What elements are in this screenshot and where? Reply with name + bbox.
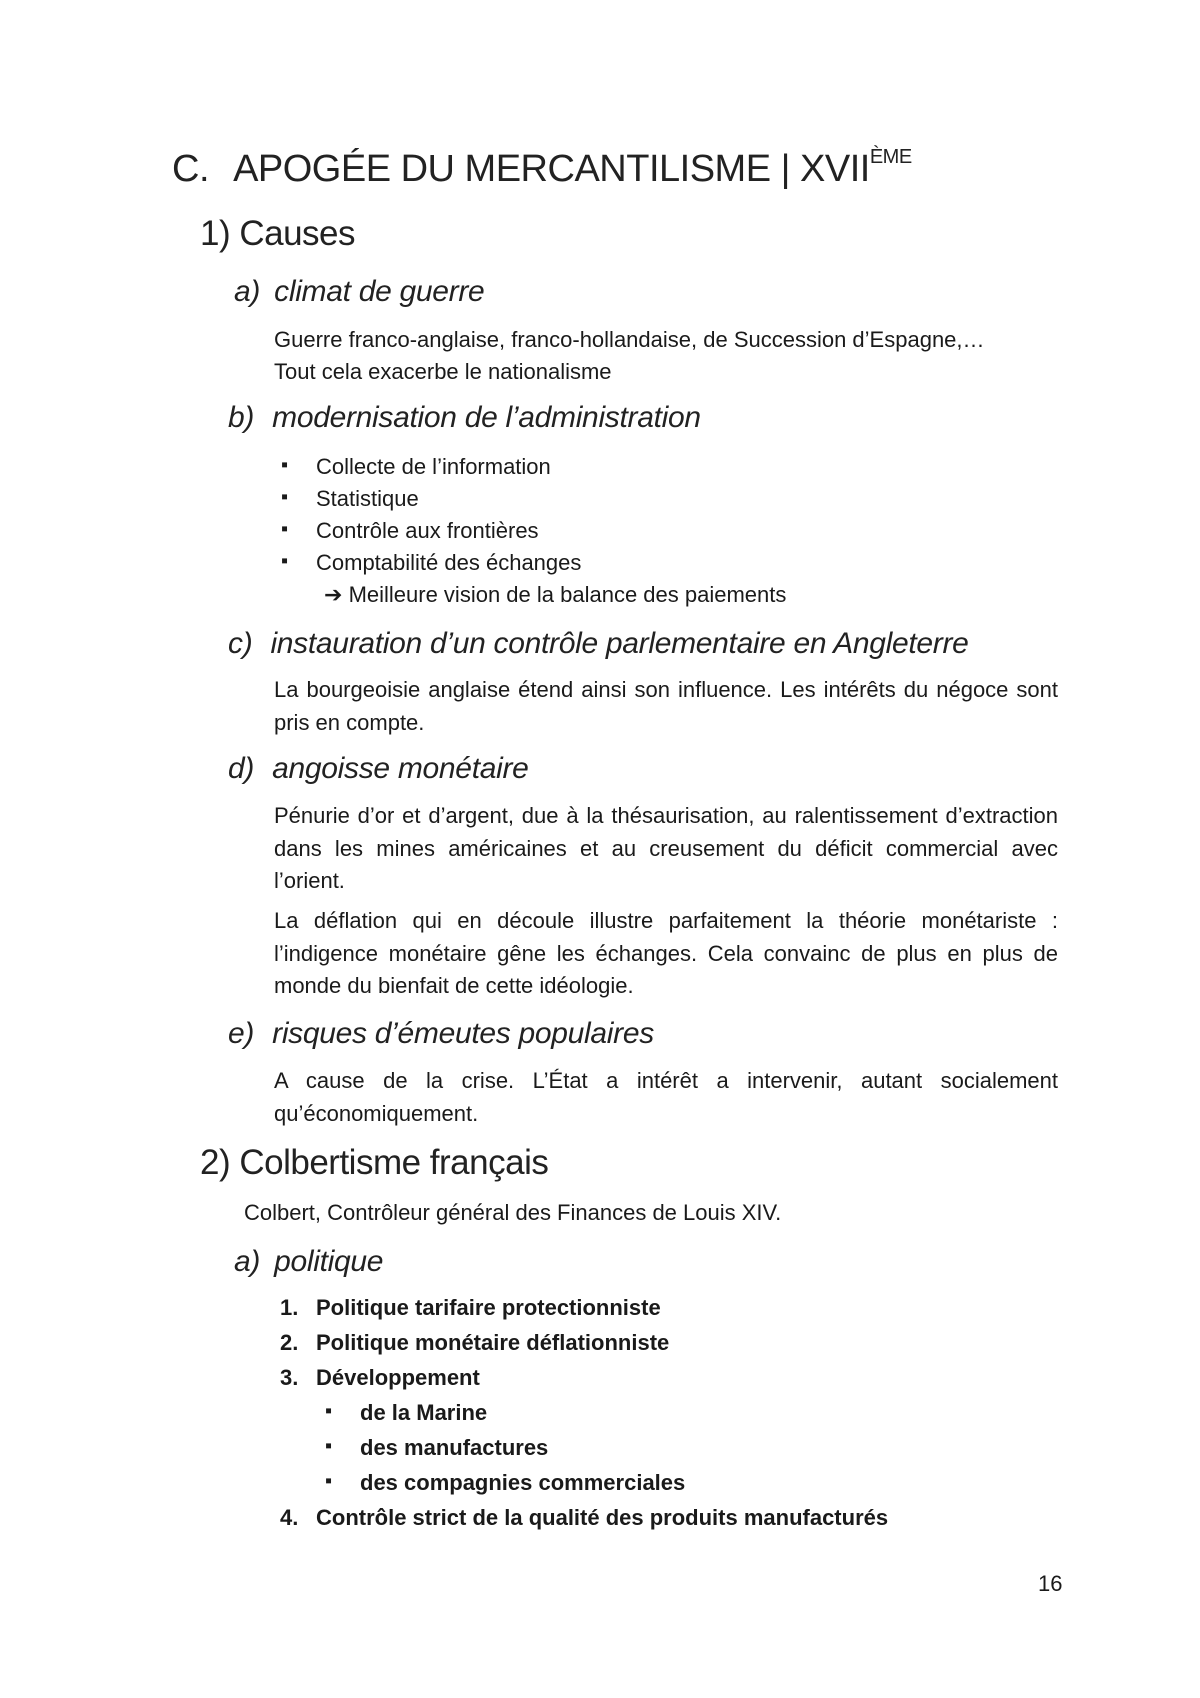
page-number: 16 xyxy=(1038,1571,1063,1596)
causes-e-title: risques d’émeutes populaires xyxy=(272,1017,654,1050)
item-number: 1. xyxy=(280,1295,299,1320)
causes-c-title: instauration d’un contrôle parlementaire en Angleterre xyxy=(270,627,969,660)
causes-c-heading xyxy=(228,627,969,661)
arrow-text: Meilleure vision de la balance des paiements xyxy=(348,582,787,607)
numbered-item xyxy=(280,1365,480,1391)
item-text: Développement xyxy=(316,1365,480,1390)
colbert-heading: 2) Colbertisme français xyxy=(200,1143,549,1182)
causes-b-label: b) xyxy=(228,401,255,434)
causes-d-heading xyxy=(228,752,529,786)
section-title-sup: ÈME xyxy=(869,146,912,169)
arrow-right-icon: ➔ xyxy=(324,582,343,607)
list-item: ▪ Statistique xyxy=(316,486,419,512)
item-text: Politique tarifaire protectionniste xyxy=(316,1295,661,1320)
numbered-item xyxy=(280,1505,889,1531)
colbert-a-label: a) xyxy=(234,1245,261,1278)
colbert-a-title: politique xyxy=(274,1245,384,1278)
sub-list-item: ▪ de la Marine xyxy=(360,1400,487,1426)
causes-d-paragraph-2: La déflation qui en découle illustre parfaitement la théorie monétariste : l’indigence monétaire gêne les échanges. Cela convainc de plus en plus de monde du bienfait de cette idéologie. xyxy=(274,908,1058,998)
item-number: 3. xyxy=(280,1365,299,1390)
causes-heading: 1) Causes xyxy=(200,214,356,253)
numbered-item xyxy=(280,1330,670,1356)
causes-e-heading xyxy=(228,1017,654,1051)
sub-list-item: ▪ des compagnies commerciales xyxy=(360,1470,685,1496)
causes-b-title: modernisation de l’administration xyxy=(272,401,701,434)
causes-c-label: c) xyxy=(228,627,253,660)
causes-c-paragraph: La bourgeoisie anglaise étend ainsi son influence. Les intérêts du négoce sont pris en compte. xyxy=(274,677,1058,735)
list-item: ▪ Collecte de l’information xyxy=(316,454,551,480)
colbert-intro: Colbert, Contrôleur général des Finances de Louis XIV. xyxy=(244,1200,782,1225)
causes-e-paragraph: A cause de la crise. L’État a intérêt a intervenir, autant socialement qu’économiquement. xyxy=(274,1068,1058,1126)
sub-list-item: ▪ des manufactures xyxy=(360,1435,548,1461)
item-text: Politique monétaire déflationniste xyxy=(316,1330,670,1355)
causes-a-line-2: Tout cela exacerbe le nationalisme xyxy=(274,359,612,384)
causes-d-title: angoisse monétaire xyxy=(272,752,529,785)
colbert-a-heading xyxy=(234,1245,383,1279)
list-item: ▪ Comptabilité des échanges xyxy=(316,550,581,576)
arrow-line xyxy=(324,582,786,608)
section-letter: C. xyxy=(172,148,209,190)
causes-d-paragraph-1: Pénurie d’or et d’argent, due à la thésaurisation, au ralentissement d’extraction dans les mines américaines et au creusement du déficit commercial avec l’orient. xyxy=(274,803,1058,893)
causes-d-label: d) xyxy=(228,752,255,785)
causes-a-label: a) xyxy=(234,275,261,308)
section-title: APOGÉE DU MERCANTILISME | XVII xyxy=(233,148,870,190)
causes-a-line-1: Guerre franco-anglaise, franco-hollandaise, de Succession d’Espagne,… xyxy=(274,327,985,352)
item-text: Contrôle strict de la qualité des produits manufacturés xyxy=(316,1505,889,1530)
section-heading xyxy=(172,148,912,191)
causes-a-heading xyxy=(234,275,484,309)
numbered-item xyxy=(280,1295,661,1321)
causes-e-label: e) xyxy=(228,1017,255,1050)
item-number: 2. xyxy=(280,1330,299,1355)
causes-b-heading xyxy=(228,401,701,435)
causes-a-title: climat de guerre xyxy=(274,275,485,308)
item-number: 4. xyxy=(280,1505,299,1530)
list-item: ▪ Contrôle aux frontières xyxy=(316,518,539,544)
